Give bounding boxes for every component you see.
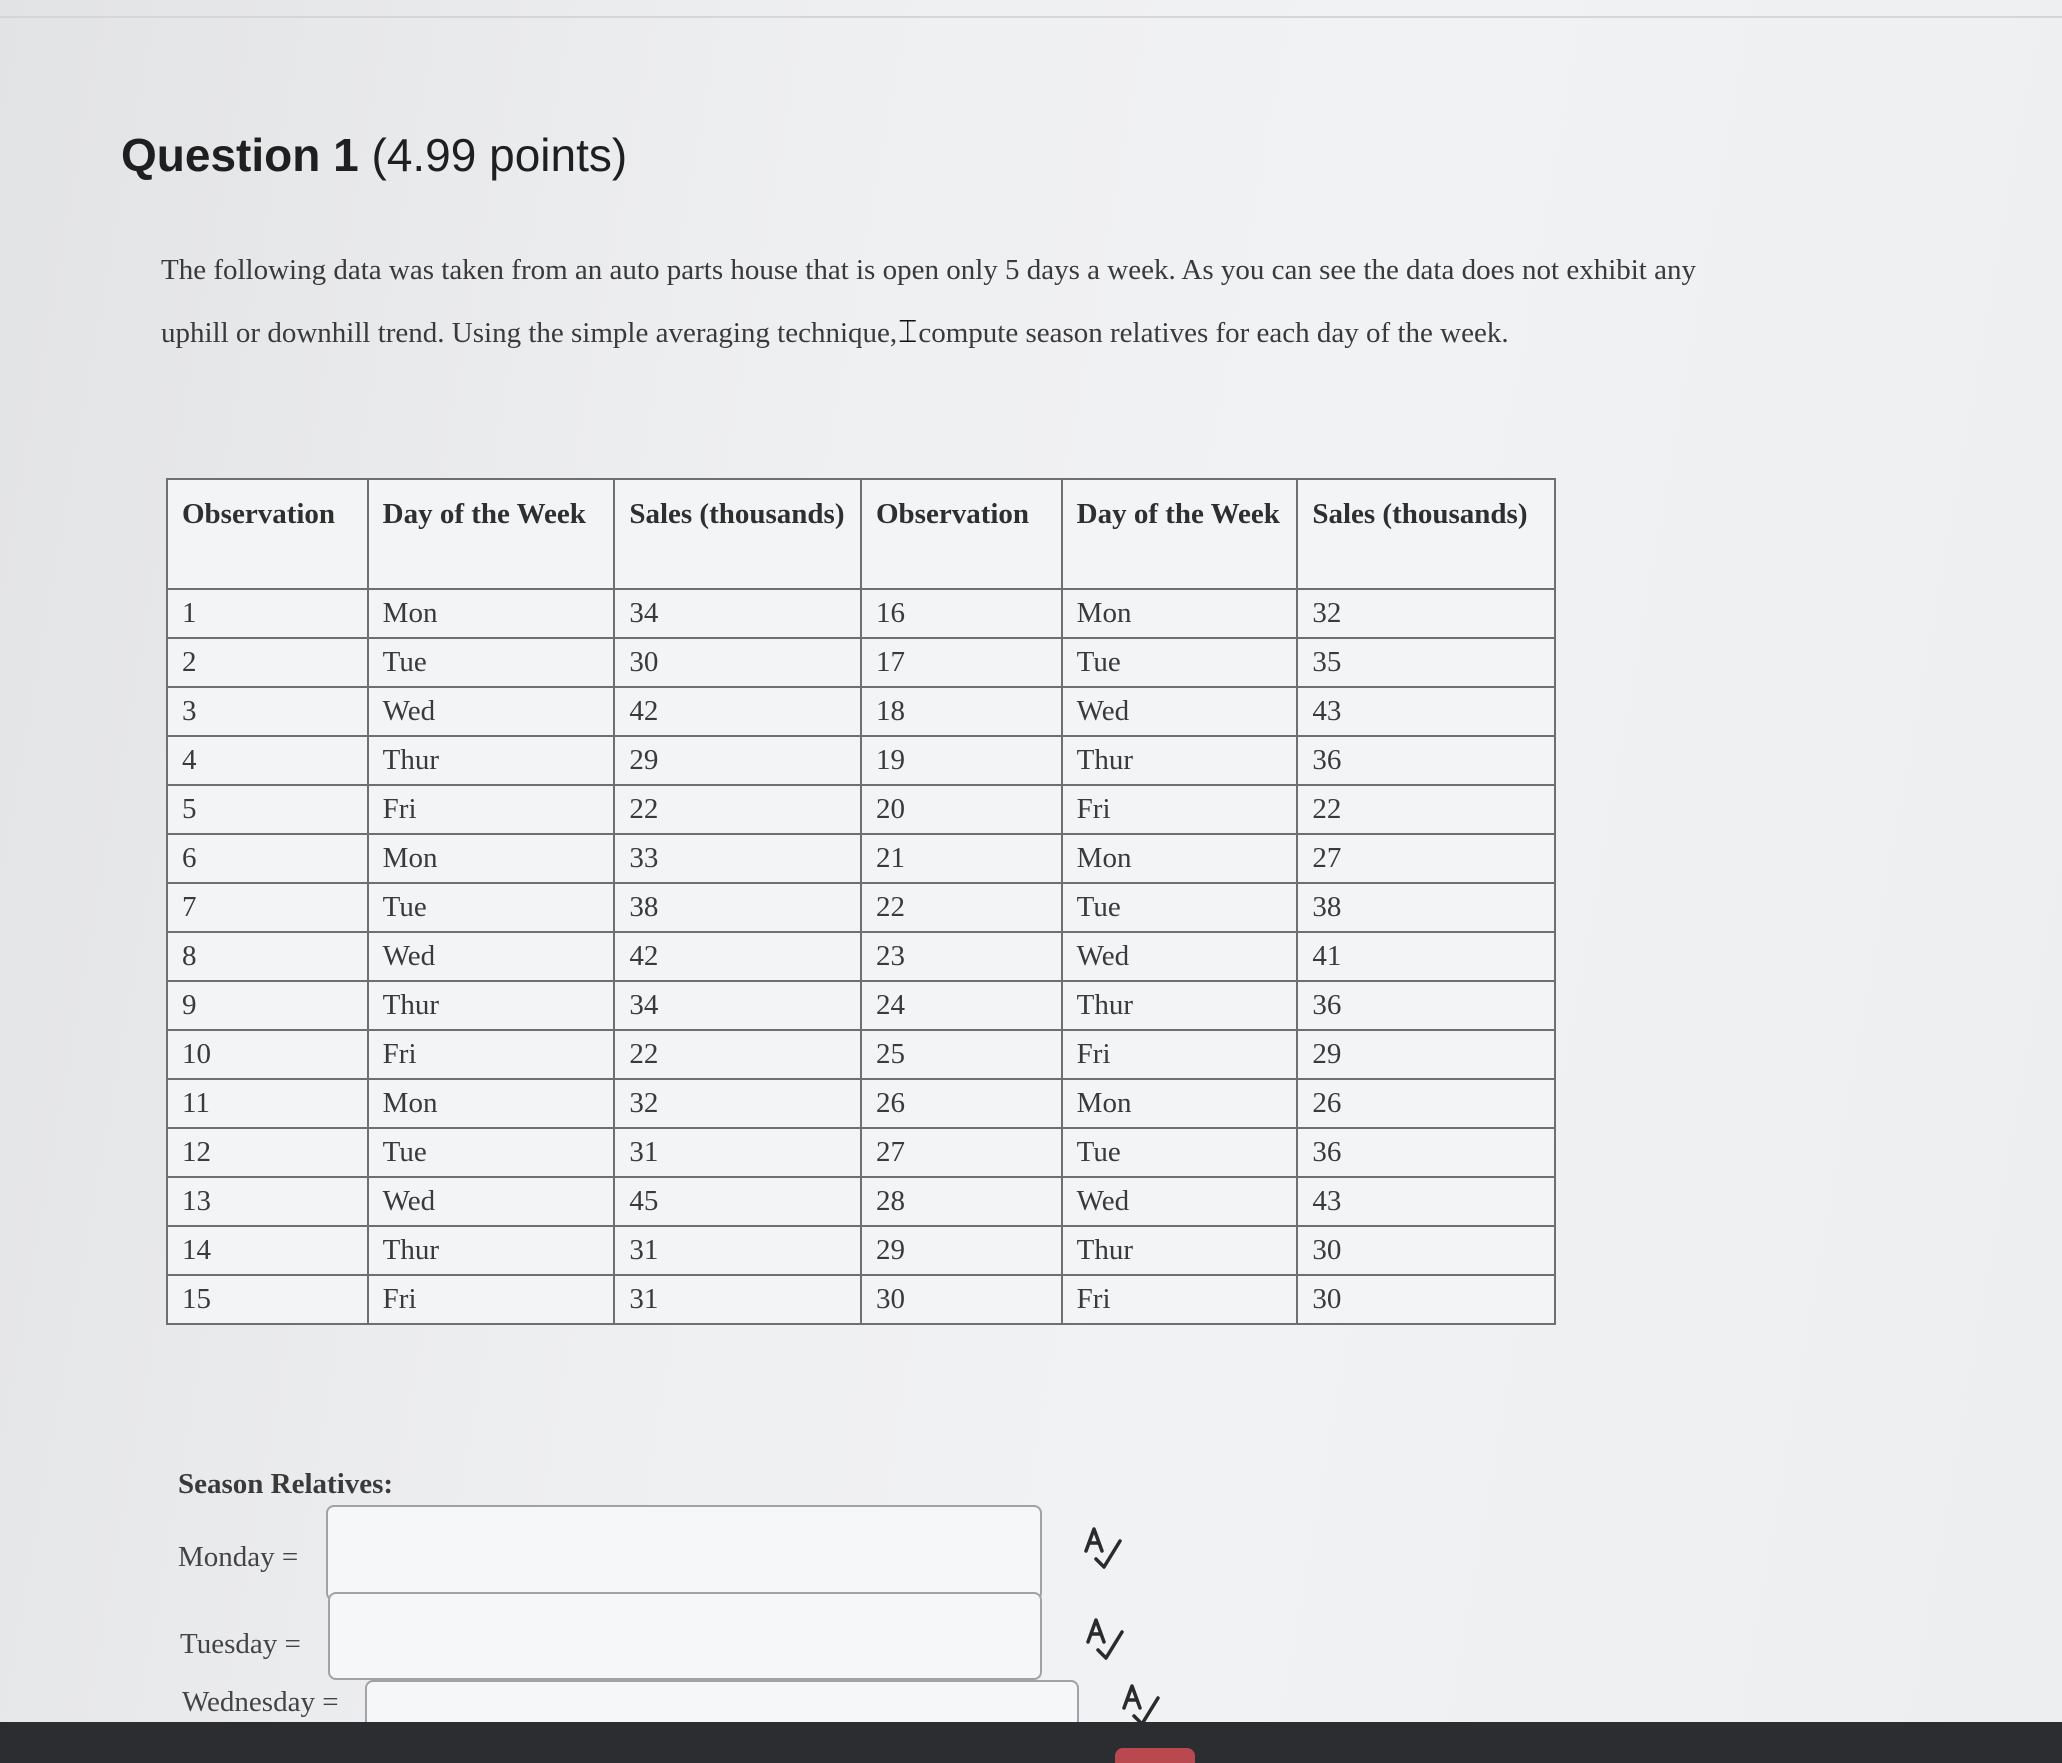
table-row [167, 1226, 1555, 1275]
header-observation: Observation [167, 479, 368, 589]
observation-cell: 9 [167, 981, 368, 1030]
prompt-text-part-2: compute season relatives for each day of the week. [918, 317, 1509, 349]
day-cell: Tue [368, 638, 615, 687]
observation-cell: 24 [861, 981, 1062, 1030]
table-row [167, 589, 1555, 638]
question-number: Question 1 [121, 129, 359, 181]
observation-cell: 13 [167, 1177, 368, 1226]
observation-cell: 26 [861, 1079, 1062, 1128]
day-cell: Fri [368, 785, 615, 834]
day-cell: Wed [368, 687, 615, 736]
day-cell: Tue [1062, 883, 1298, 932]
top-divider [0, 16, 2062, 18]
sales-cell: 36 [1297, 1128, 1555, 1177]
day-cell: Wed [368, 932, 615, 981]
sales-data-table [166, 478, 1556, 1325]
day-cell: Wed [1062, 1177, 1298, 1226]
table-header-row [167, 479, 1555, 589]
observation-cell: 2 [167, 638, 368, 687]
taskbar [0, 1722, 2062, 1763]
sales-cell: 29 [614, 736, 861, 785]
question-prompt [161, 240, 1761, 364]
spellcheck-icon[interactable] [1118, 1682, 1164, 1722]
sales-cell: 30 [1297, 1226, 1555, 1275]
observation-cell: 8 [167, 932, 368, 981]
table-row [167, 1128, 1555, 1177]
table-row [167, 1177, 1555, 1226]
sales-cell: 31 [614, 1226, 861, 1275]
day-cell: Thur [368, 1226, 615, 1275]
tuesday-input[interactable] [328, 1592, 1042, 1680]
header-sales: Sales (thousands) [614, 479, 861, 589]
prompt-text-part-1: The following data was taken from an auto parts house that is open only 5 days a week. As you can see the data does not exhibit any uphill or downhill trend. Using the simple averaging technique, [161, 254, 1696, 349]
observation-cell: 25 [861, 1030, 1062, 1079]
observation-cell: 10 [167, 1030, 368, 1079]
observation-cell: 17 [861, 638, 1062, 687]
sales-cell: 27 [1297, 834, 1555, 883]
wednesday-label: Wednesday = [182, 1686, 339, 1718]
sales-cell: 22 [614, 785, 861, 834]
day-cell: Tue [1062, 1128, 1298, 1177]
sales-cell: 38 [614, 883, 861, 932]
observation-cell: 29 [861, 1226, 1062, 1275]
day-cell: Mon [368, 1079, 615, 1128]
sales-cell: 42 [614, 687, 861, 736]
sales-cell: 26 [1297, 1079, 1555, 1128]
table-row [167, 638, 1555, 687]
day-cell: Fri [1062, 1030, 1298, 1079]
day-cell: Wed [1062, 932, 1298, 981]
day-cell: Mon [1062, 1079, 1298, 1128]
tuesday-label: Tuesday = [180, 1628, 301, 1660]
sales-cell: 32 [1297, 589, 1555, 638]
header-observation-2: Observation [861, 479, 1062, 589]
sales-cell: 30 [1297, 1275, 1555, 1324]
day-cell: Tue [368, 1128, 615, 1177]
day-cell: Thur [1062, 1226, 1298, 1275]
question-points: (4.99 points) [371, 129, 628, 181]
observation-cell: 28 [861, 1177, 1062, 1226]
season-relatives-heading: Season Relatives: [178, 1468, 394, 1500]
text-cursor-icon: ⌶ [898, 312, 918, 350]
sales-cell: 36 [1297, 736, 1555, 785]
day-cell: Thur [1062, 981, 1298, 1030]
taskbar-item[interactable] [1115, 1748, 1195, 1763]
day-cell: Fri [1062, 785, 1298, 834]
observation-cell: 30 [861, 1275, 1062, 1324]
observation-cell: 4 [167, 736, 368, 785]
sales-cell: 22 [1297, 785, 1555, 834]
answer-row-wednesday [0, 1680, 1200, 1722]
table-row [167, 981, 1555, 1030]
day-cell: Wed [1062, 687, 1298, 736]
observation-cell: 12 [167, 1128, 368, 1177]
sales-cell: 31 [614, 1275, 861, 1324]
sales-cell: 31 [614, 1128, 861, 1177]
day-cell: Mon [368, 834, 615, 883]
header-day-of-week-2: Day of the Week [1062, 479, 1298, 589]
observation-cell: 16 [861, 589, 1062, 638]
sales-cell: 36 [1297, 981, 1555, 1030]
sales-cell: 30 [614, 638, 861, 687]
day-cell: Mon [368, 589, 615, 638]
table-row [167, 1030, 1555, 1079]
header-day-of-week: Day of the Week [368, 479, 615, 589]
sales-cell: 22 [614, 1030, 861, 1079]
sales-cell: 29 [1297, 1030, 1555, 1079]
spellcheck-icon[interactable] [1082, 1616, 1128, 1662]
table-row [167, 785, 1555, 834]
monday-label: Monday = [178, 1541, 299, 1573]
sales-cell: 38 [1297, 883, 1555, 932]
sales-cell: 43 [1297, 687, 1555, 736]
observation-cell: 6 [167, 834, 368, 883]
observation-cell: 27 [861, 1128, 1062, 1177]
table-row [167, 932, 1555, 981]
table-row [167, 1275, 1555, 1324]
observation-cell: 23 [861, 932, 1062, 981]
day-cell: Thur [1062, 736, 1298, 785]
observation-cell: 15 [167, 1275, 368, 1324]
day-cell: Tue [1062, 638, 1298, 687]
table-row [167, 883, 1555, 932]
observation-cell: 5 [167, 785, 368, 834]
observation-cell: 21 [861, 834, 1062, 883]
observation-cell: 18 [861, 687, 1062, 736]
wednesday-input[interactable] [365, 1680, 1079, 1722]
observation-cell: 7 [167, 883, 368, 932]
sales-cell: 34 [614, 981, 861, 1030]
table-row [167, 1079, 1555, 1128]
day-cell: Thur [368, 736, 615, 785]
sales-cell: 45 [614, 1177, 861, 1226]
sales-cell: 32 [614, 1079, 861, 1128]
answer-row-monday [0, 1505, 1200, 1605]
sales-cell: 42 [614, 932, 861, 981]
observation-cell: 11 [167, 1079, 368, 1128]
day-cell: Mon [1062, 589, 1298, 638]
answer-row-tuesday [0, 1592, 1200, 1692]
sales-cell: 33 [614, 834, 861, 883]
monday-input[interactable] [326, 1505, 1042, 1601]
observation-cell: 20 [861, 785, 1062, 834]
table-row [167, 687, 1555, 736]
day-cell: Tue [368, 883, 615, 932]
sales-cell: 35 [1297, 638, 1555, 687]
spellcheck-icon[interactable] [1080, 1525, 1126, 1571]
observation-cell: 22 [861, 883, 1062, 932]
question-title [121, 128, 627, 182]
header-sales-2: Sales (thousands) [1297, 479, 1555, 589]
sales-cell: 41 [1297, 932, 1555, 981]
day-cell: Mon [1062, 834, 1298, 883]
day-cell: Fri [1062, 1275, 1298, 1324]
table-row [167, 834, 1555, 883]
sales-cell: 43 [1297, 1177, 1555, 1226]
table-row [167, 736, 1555, 785]
observation-cell: 14 [167, 1226, 368, 1275]
observation-cell: 3 [167, 687, 368, 736]
day-cell: Thur [368, 981, 615, 1030]
day-cell: Fri [368, 1030, 615, 1079]
observation-cell: 1 [167, 589, 368, 638]
sales-cell: 34 [614, 589, 861, 638]
day-cell: Wed [368, 1177, 615, 1226]
day-cell: Fri [368, 1275, 615, 1324]
observation-cell: 19 [861, 736, 1062, 785]
